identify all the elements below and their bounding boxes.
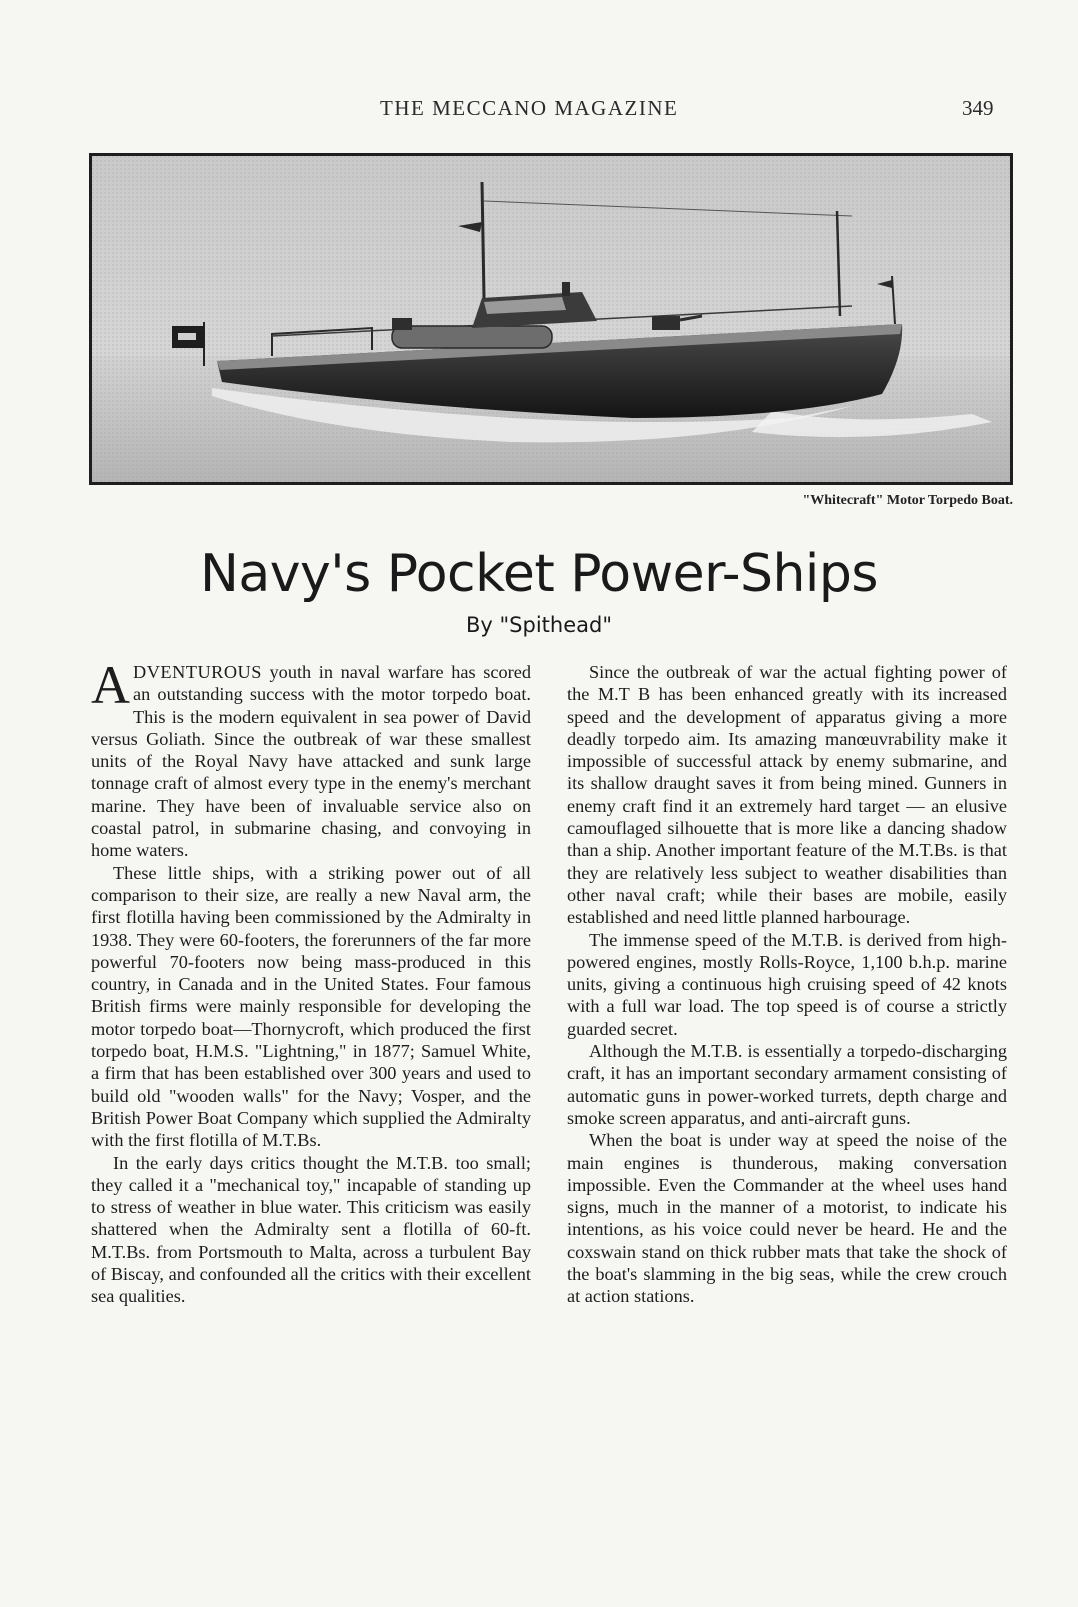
drop-cap: A <box>91 655 130 715</box>
motor-torpedo-boat-photograph <box>89 153 1013 485</box>
paragraph: Since the outbreak of war the actual fighting power of the M.T B has been enhanced greatly with its increased speed and the development of apparatus giving a more deadly torpedo aim. Its amazing manœuvrability make it impossible of successful attack by enemy submarine, and its shallow draught saves it from being mined. Gunners in enemy craft find it an extremely hard target — an elusive camouflaged silhouette that is more like a dancing shadow than a ship. Another important feature of the M.T.Bs. is that they are relatively less subject to weather disabilities than other naval craft; while their bases are mobile, easily established and need little planned harbourage. <box>567 662 1007 928</box>
paragraph: In the early days critics thought the M.T.B. too small; they called it a "mechanical toy," incapable of standing up to stress of weather in blue water. This criticism was easily shattered when the Admiralty sent a flotilla of 60-ft. M.T.Bs. from Portsmouth to Malta, across a turbulent Bay of Biscay, and confounded all the critics with their excellent sea qualities. <box>91 1152 531 1307</box>
magazine-title: THE MECCANO MAGAZINE <box>380 96 679 120</box>
paragraph: The immense speed of the M.T.B. is derived from high-powered engines, mostly Rolls-Royce, 1,100 b.h.p. marine units, giving a continuous high cruising speed of 42 knots with a full war load. The top speed is of course a strictly guarded secret. <box>567 929 1007 1039</box>
right-column <box>567 661 1007 1308</box>
byline: By "Spithead" <box>466 613 612 637</box>
lead-word: DVENTUROUS <box>133 662 262 682</box>
page-number: 349 <box>962 96 994 120</box>
paragraph-text: youth in naval warfare has scored an outstanding success with the motor torpedo boat. This is the modern equivalent in sea power of David versus Goliath. Since the outbreak of war these smallest units of the Royal Navy have attacked and sunk large tonnage craft of almost every type in the enemy's merchant marine. They have been of invaluable service also on coastal patrol, in submarine chasing, and convoying in home waters. <box>91 662 531 861</box>
paragraph: Although the M.T.B. is essentially a torpedo-discharging craft, it has an important secondary armament consisting of automatic guns in power-worked turrets, depth charge and smoke screen apparatus, and anti-aircraft guns. <box>567 1041 1007 1128</box>
paragraph <box>91 655 531 862</box>
article-title: Navy's Pocket Power-Ships <box>200 544 878 604</box>
photo-caption: "Whitecraft" Motor Torpedo Boat. <box>802 493 1013 508</box>
running-head <box>0 96 1078 126</box>
left-column <box>91 655 531 1308</box>
paragraph: When the boat is under way at speed the noise of the main engines is thunderous, making conversation impossible. Even the Commander at the wheel uses hand signs, much in the manner of a motorist, to indicate his intentions, as his voice could never be heard. He and the coxswain stand on thick rubber mats that take the shock of the boat's slamming in the big seas, while the crew crouch at action stations. <box>567 1130 1007 1307</box>
paragraph: These little ships, with a striking power out of all comparison to their size, are really a new Naval arm, the first flotilla having been commissioned by the Admiralty in 1938. They were 60-footers, the forerunners of the far more powerful 70-footers now being mass-produced in this country, in Canada and in the United States. Four famous British firms were mainly responsible for developing the motor torpedo boat—Thornycroft, which produced the first torpedo boat, H.M.S. "Lightning," in 1877; Samuel White, a firm that has been established over 300 years and used to build old "wooden walls" for the Navy; Vosper, and the British Power Boat Company which supplied the Admiralty with the first flotilla of M.T.Bs. <box>91 862 531 1151</box>
